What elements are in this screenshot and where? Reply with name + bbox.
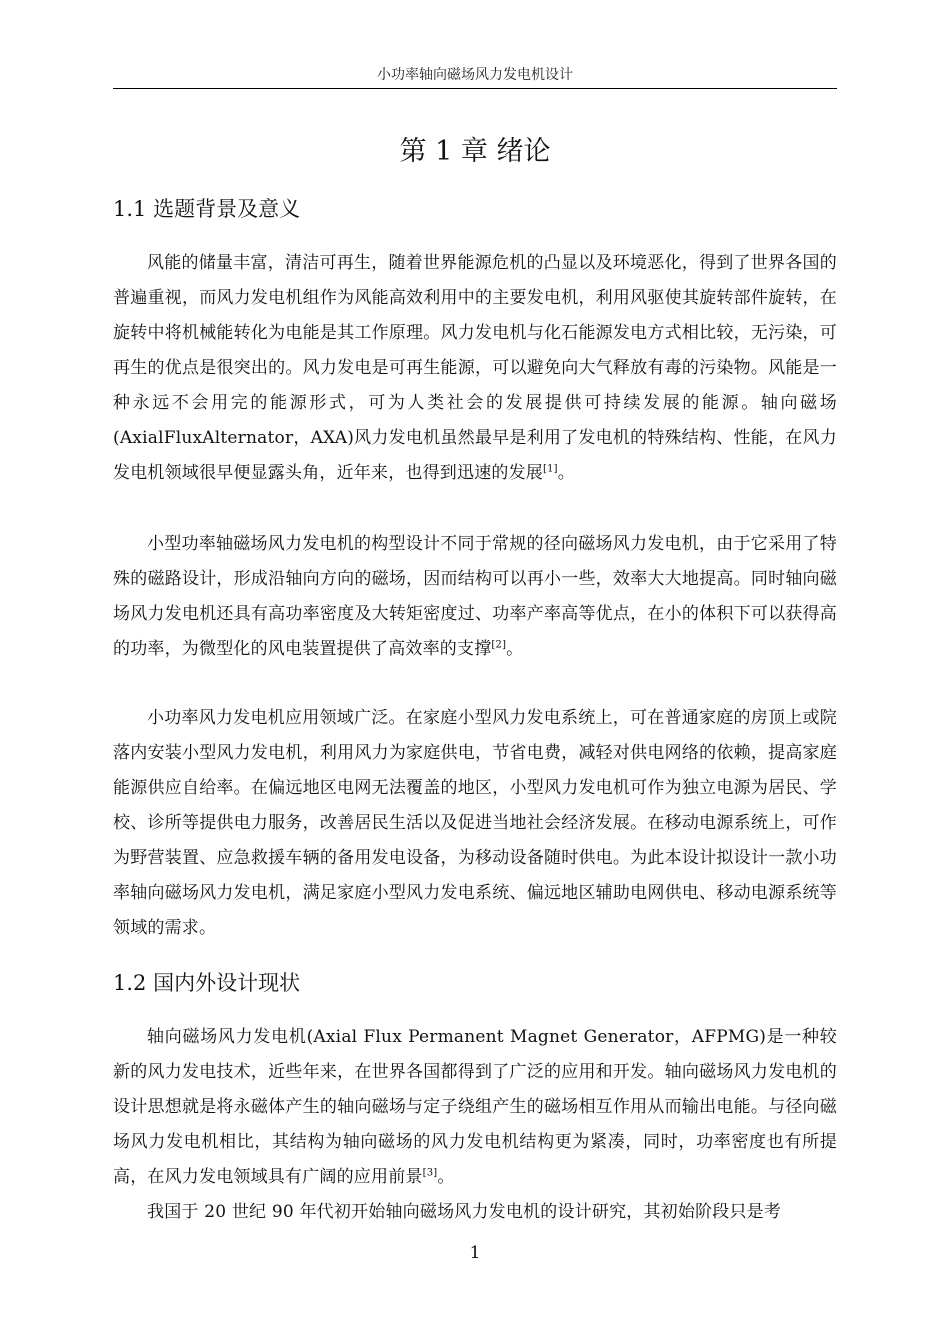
paragraph-text: 风能的储量丰富，清洁可再生，随着世界能源危机的凸显以及环境恶化，得到了世界各国的普遍重视，而风力发电机组作为风能高效利用中的主要发电机，利用风驱使其旋转部件旋转，在旋转中将机械能转化为电能是其工作原理。风力发电机与化石能源发电方式相比较，无污染，可再生的优点是很突出的。风力发电是可再生能源，可以避免向大气释放有毒的污染物。风能是一种永远不会用完的能源形式，可为人类社会的发展提供可持续发展的能源。轴向磁场(AxialFluxAlternator，AXA)风力发电机虽然最早是利用了发电机的特殊结构、性能，在风力发电机领域很早便显露头角，近年来，也得到迅速的发展: [113, 253, 837, 483]
paragraph-text: 轴向磁场风力发电机(Axial Flux Permanent Magnet Generator，AFPMG)是一种较新的风力发电技术，近些年来，在世界各国都得到了广泛的应用和开发。轴向磁场风力发电机的设计思想就是将永磁体产生的轴向磁场与定子绕组产生的磁场相互作用从而输出电能。与径向磁场风力发电机相比，其结构为轴向磁场的风力发电机结构更为紧凑，同时，功率密度也有所提高，在风力发电领域具有广阔的应用前景: [113, 1027, 837, 1187]
paragraph-text: 小功率风力发电机应用领域广泛。在家庭小型风力发电系统上，可在普通家庭的房顶上或院落内安装小型风力发电机，利用风力为家庭供电，节省电费，减轻对供电网络的依赖，提高家庭能源供应自给率。在偏远地区电网无法覆盖的地区，小型风力发电机可作为独立电源为居民、学校、诊所等提供电力服务，改善居民生活以及促进当地社会经济发展。在移动电源系统上，可作为野营装置、应急救援车辆的备用发电设备，为移动设备随时供电。为此本设计拟设计一款小功率轴向磁场风力发电机，满足家庭小型风力发电系统、偏远地区辅助电网供电、移动电源系统等领域的需求。: [113, 708, 837, 938]
paragraph: [113, 701, 837, 946]
section-heading-1-2: 1.2 国内外设计现状: [113, 971, 301, 995]
citation-marker: [2]: [491, 639, 507, 651]
paragraph-text: 小型功率轴磁场风力发电机的构型设计不同于常规的径向磁场风力发电机，由于它采用了特殊的磁路设计，形成沿轴向方向的磁场，因而结构可以再小一些，效率大大地提高。同时轴向磁场风力发电机还具有高功率密度及大转矩密度过、功率产率高等优点，在小的体积下可以获得高的功率，为微型化的风电装置提供了高效率的支撑: [113, 534, 837, 659]
paragraph-end: 。: [506, 639, 524, 659]
paragraph: [113, 1195, 837, 1230]
chapter-title: 第 1 章 绪论: [399, 136, 551, 167]
paragraph-end: 。: [557, 463, 575, 483]
paragraph: [113, 246, 837, 491]
paragraph: [113, 527, 837, 667]
running-header: 小功率轴向磁场风力发电机设计: [377, 67, 573, 83]
citation-marker: [1]: [543, 463, 558, 475]
paragraph: [113, 1020, 837, 1195]
page-number: 1: [469, 1243, 481, 1263]
citation-marker: [3]: [422, 1167, 438, 1179]
paragraph-text: 我国于 20 世纪 90 年代初开始轴向磁场风力发电机的设计研究，其初始阶段只是考: [147, 1202, 782, 1222]
header-rule: [113, 88, 837, 89]
paragraph-end: 。: [437, 1167, 455, 1187]
section-heading-1-1: 1.1 选题背景及意义: [113, 197, 301, 221]
